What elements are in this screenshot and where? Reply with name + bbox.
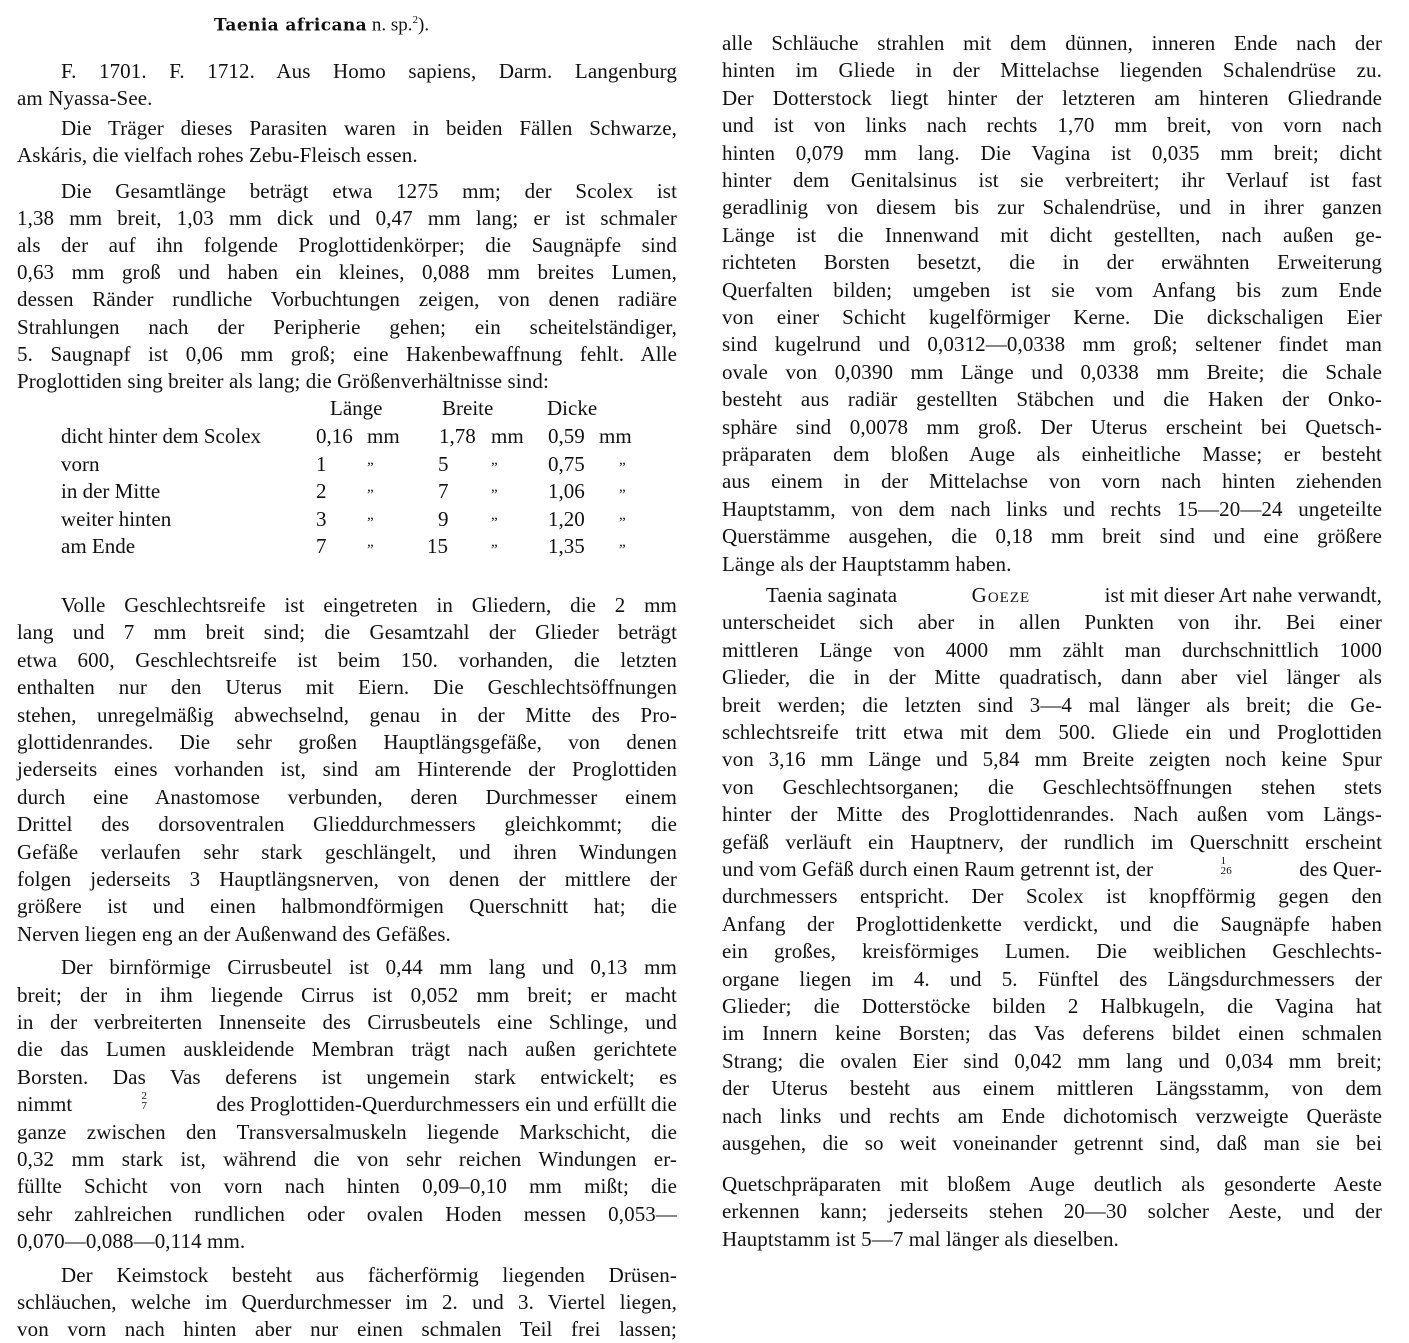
- table-cell-dicke: 1,06: [548, 479, 585, 503]
- table-cell-laenge: 7: [316, 534, 327, 558]
- text-line: im Innern keine Borsten; das Vas deferens bildet einen schmalen: [722, 1021, 1382, 1046]
- species-suffix: n. sp.: [371, 14, 413, 36]
- text-line: Drittel des dorsoventralen Glieddurchmessers gleichkommt; die: [17, 812, 677, 837]
- text-span: und vom Gefäß durch einen Raum getrennt ist, der: [722, 857, 1154, 881]
- table-cell-laenge-unit: mm: [367, 424, 400, 448]
- text-line: der Uterus besteht aus einem mittleren Längsstamm, von dem: [722, 1076, 1382, 1101]
- table-cell-breite: 9: [438, 506, 449, 531]
- text-line: Gefäße verlaufen sehr stark geschlängelt, und ihren Windungen: [17, 839, 677, 864]
- text-line: breit; der in ihm liegende Cirrus ist 0,052 mm breit; er macht: [17, 982, 677, 1007]
- text-line: 0,32 mm stark ist, während die von sehr reichen Windungen er-: [17, 1147, 677, 1171]
- column-header: Dicke: [547, 396, 598, 420]
- text-line: aus einem in der Mittelachse von vorn nach hinten ziehenden: [722, 469, 1382, 494]
- text-line: sphäre sind 0,0078 mm groß. Der Uterus erscheint bei Quetsch-: [722, 414, 1382, 439]
- text-line: 5. Saugnapf ist 0,06 mm groß; eine Hakenbewaffnung fehlt. Alle: [17, 342, 677, 366]
- column-header: Länge: [330, 396, 383, 420]
- text-line: hinter dem Genitalsinus ist sie verbreitert; ihr Verlauf ist fast: [722, 168, 1382, 192]
- text-line: ein großes, kreisförmiges Lumen. Die weiblichen Geschlechts-: [722, 939, 1382, 964]
- table-cell-breite: 7: [438, 479, 449, 503]
- table-cell-dicke-unit: „: [619, 451, 626, 468]
- text-line: organe liegen im 4. und 5. Fünftel des Längsdurchmessers der: [722, 966, 1382, 991]
- text-span: ist mit dieser Art nahe verwandt,: [1104, 583, 1382, 607]
- text-line: durchmessers entspricht. Der Scolex ist knopfförmig gegen den: [722, 884, 1382, 909]
- table-cell-laenge-unit: „: [367, 479, 374, 495]
- text-line: jederseits eines vorhanden ist, sind am Hinterende der Proglottiden: [17, 757, 677, 782]
- text-line: folgen jederseits 3 Hauptlängsnerven, von denen der mittlere der: [17, 867, 677, 891]
- text-line: stehen, unregelmäßig abwechselnd, genau in der Mitte des Pro-: [17, 702, 677, 727]
- table-cell-breite-unit: mm: [491, 424, 524, 448]
- text-line: Anfang der Proglottidenkette verdickt, und die Saugnäpfe haben: [722, 911, 1382, 936]
- table-cell-label: dicht hinter dem Scolex: [61, 424, 262, 448]
- table-cell-laenge-unit: „: [367, 451, 374, 468]
- text-line: als der auf ihn folgende Proglottidenkörper; die Saugnäpfe sind: [17, 233, 677, 257]
- text-line: glottidenrandes. Die sehr großen Hauptlängsgefäße, von denen: [17, 730, 677, 754]
- table-cell-label: am Ende: [61, 534, 136, 558]
- table-cell-dicke-unit: „: [619, 534, 626, 550]
- text-line: ausgehen, die so weit voneinander getrennt sind, daß man sie bei: [722, 1131, 1382, 1155]
- text-line: etwa 600, Geschlechtsreife ist beim 150. vorhanden, die letzten: [17, 647, 677, 672]
- text-line: unterscheidet sich aber in allen Punkten von ihr. Bei einer: [722, 610, 1382, 635]
- table-cell-laenge-unit: „: [367, 506, 374, 523]
- table-cell-breite-unit: „: [491, 451, 498, 468]
- section-heading: [214, 14, 429, 36]
- heading-closing: ).: [418, 14, 430, 36]
- text-line: Strahlungen nach der Peripherie gehen; ein scheitelständiger,: [17, 315, 677, 339]
- table-cell-breite-unit: „: [491, 506, 498, 523]
- table-cell-breite: 5: [438, 451, 449, 476]
- text-line: Der birnförmige Cirrusbeutel ist 0,44 mm lang und 0,13 mm: [61, 955, 677, 980]
- text-line: alle Schläuche strahlen mit dem dünnen, inneren Ende nach der: [722, 31, 1382, 55]
- column-header: Breite: [442, 396, 494, 420]
- table-cell-dicke-unit: „: [619, 506, 626, 523]
- text-line: hinten 0,079 mm lang. Die Vagina ist 0,035 mm breit; dicht: [722, 140, 1382, 165]
- fraction-denominator: 7: [141, 1100, 148, 1113]
- table-cell-label: in der Mitte: [61, 479, 161, 503]
- text-line: 0,070—0,088—0,114 mm.: [17, 1229, 246, 1254]
- table-cell-laenge: 0,16: [316, 424, 353, 448]
- text-line: richteten Borsten besetzt, die in der erwähnten Erweiterung: [722, 250, 1382, 275]
- table-cell-dicke: 1,20: [548, 506, 585, 531]
- text-line: Die Träger dieses Parasiten waren in beiden Fällen Schwarze,: [61, 116, 677, 140]
- author-name: Goeze: [971, 583, 1031, 607]
- table-cell-dicke: 0,75: [548, 451, 585, 476]
- table-cell-dicke: 0,59: [548, 424, 585, 448]
- table-cell-label: weiter hinten: [61, 506, 172, 531]
- text-line: füllte Schicht von vorn nach hinten 0,09–0,10 mm mißt; die: [17, 1174, 677, 1199]
- text-line: größere ist und einen halbmondförmigen Querschnitt hat; die: [17, 894, 677, 919]
- text-line: Hauptstamm ist 5—7 mal länger als dieselben.: [722, 1226, 1119, 1251]
- text-line: ganze zwischen den Transversalmuskeln liegende Markschicht, die: [17, 1119, 677, 1144]
- text-line: Strang; die ovalen Eier sind 0,042 mm lang und 0,034 mm breit;: [722, 1048, 1382, 1073]
- text-line: 1,38 mm breit, 1,03 mm dick und 0,47 mm lang; er ist schmaler: [17, 206, 677, 230]
- text-line: enthalten nur den Uterus mit Eiern. Die Geschlechtsöffnungen: [17, 675, 677, 700]
- text-line: dessen Ränder rundliche Vorbuchtungen zeigen, von denen radiäre: [17, 287, 677, 311]
- text-line: Glieder, die in der Mitte quadratisch, dann aber viel länger als: [722, 665, 1382, 690]
- table-cell-label: vorn: [61, 451, 100, 476]
- table-row: [17, 424, 677, 451]
- text-line: sehr zahlreichen rundlichen oder ovalen Hoden messen 0,053—: [17, 1201, 677, 1226]
- text-line: besteht aus radiär gestellten Stäbchen und die Haken der Onko-: [722, 387, 1382, 412]
- text-line: Länge als der Hauptstamm haben.: [722, 551, 1012, 576]
- table-cell-breite-unit: „: [491, 479, 498, 495]
- table-row: [17, 479, 677, 506]
- text-line: Quetschpräparaten mit bloßem Auge deutlich als gesonderte Aeste: [722, 1172, 1382, 1196]
- text-line: F. 1701. F. 1712. Aus Homo sapiens, Darm. Langenburg: [61, 59, 677, 83]
- text-line: geradlinig von diesem bis zur Schalendrüse, und in ihrer ganzen: [722, 195, 1382, 220]
- text-line: die das Lumen auskleidende Membran trägt nach außen gerichtete: [17, 1037, 677, 1062]
- text-line-with-fraction: [17, 1091, 677, 1118]
- text-line: Glieder; die Dotterstöcke bilden 2 Halbkugeln, die Vagina hat: [722, 994, 1382, 1018]
- table-header: [17, 396, 677, 423]
- text-line: hinten im Gliede in der Mittelachse liegenden Schalendrüse zu.: [722, 58, 1382, 83]
- text-span: des Quer-: [1299, 857, 1382, 881]
- text-line: Der Keimstock besteht aus fächerförmig liegenden Drüsen-: [61, 1262, 677, 1287]
- text-line: durch eine Anastomose verbunden, deren Durchmesser einem: [17, 784, 677, 809]
- text-line: von 3,16 mm Länge und 5,84 mm Breite zeigten noch keine Spur: [722, 747, 1382, 772]
- text-line: von vorn nach hinten aber nur einen schmalen Teil frei lassen;: [17, 1317, 677, 1342]
- table-row: [17, 452, 677, 479]
- text-line: Der Dotterstock liegt hinter der letzteren am hinteren Gliedrande: [722, 85, 1382, 110]
- text-span: nimmt: [17, 1092, 73, 1117]
- text-line: Nerven liegen eng an der Außenwand des Gefäßes.: [17, 921, 451, 946]
- text-line: von Geschlechtsorganen; die Geschlechtsöffnungen stehen stets: [722, 774, 1382, 799]
- footnote-ref: 2: [412, 14, 418, 26]
- table-row: [17, 507, 677, 534]
- text-line-with-fraction: [722, 856, 1382, 883]
- table-cell-breite: 15: [427, 534, 448, 558]
- text-line: Länge ist die Innenwand mit dicht gestellten, nach außen ge-: [722, 222, 1382, 247]
- text-line: schlechtsreife tritt etwa mit dem 500. Gliede ein und Proglottiden: [722, 720, 1382, 744]
- table-cell-dicke: 1,35: [548, 534, 585, 558]
- text-line: Borsten. Das Vas deferens ist ungemein stark entwickelt; es: [17, 1064, 677, 1089]
- text-line: mittleren Länge von 4000 mm zählt man durchschnittlich 1000: [722, 637, 1382, 662]
- text-line: Querfalten bilden; umgeben ist sie vom Anfang bis zum Ende: [722, 277, 1382, 302]
- text-line: Hauptstamm, von dem nach links und rechts 15—20—24 ungeteilte: [722, 496, 1382, 521]
- fraction-numerator: 1: [1220, 855, 1227, 867]
- table-cell-laenge: 2: [316, 479, 327, 503]
- text-line: Volle Geschlechtsreife ist eingetreten in Gliedern, die 2 mm: [61, 593, 677, 617]
- table-cell-laenge-unit: „: [367, 534, 374, 550]
- text-line: erkennen kann; jederseits stehen 20—30 solcher Aeste, und der: [722, 1199, 1382, 1224]
- table-row: [17, 534, 677, 561]
- table-cell-laenge: 1: [316, 451, 327, 476]
- fraction-denominator: 26: [1220, 865, 1232, 877]
- text-line: und ist von links nach rechts 1,70 mm breit, von vorn nach: [722, 113, 1382, 138]
- text-span: des Proglottiden-Querdurchmessers ein und erfüllt die: [216, 1092, 677, 1117]
- text-line: am Nyassa-See.: [17, 86, 153, 110]
- text-line: ovale von 0,0390 mm Länge und 0,0338 mm Breite; die Schale: [722, 359, 1382, 384]
- text-line: schläuchen, welche im Querdurchmesser im 2. und 3. Viertel liegen,: [17, 1290, 677, 1314]
- text-line: sind kugelrund und 0,0312—0,0338 mm groß; seltener findet man: [722, 332, 1382, 357]
- fraction: [141, 1091, 147, 1118]
- table-cell-laenge: 3: [316, 506, 327, 531]
- text-line: nach links und rechts am Ende dichotomisch verzweigte Queräste: [722, 1103, 1382, 1128]
- text-line: gefäß verläuft ein Hauptnerv, der rundlich im Querschnitt erscheint: [722, 829, 1382, 854]
- text-line: präparaten dem bloßen Auge als einheitliche Masse; er besteht: [722, 442, 1382, 466]
- text-line: Proglottiden sing breiter als lang; die Größenverhältnisse sind:: [17, 369, 549, 393]
- text-line-with-author: [722, 582, 1382, 609]
- text-line: Die Gesamtlänge beträgt etwa 1275 mm; der Scolex ist: [61, 179, 677, 203]
- table-cell-dicke-unit: mm: [599, 424, 632, 448]
- text-line: Askáris, die vielfach rohes Zebu-Fleisch essen.: [17, 143, 418, 167]
- species-reference: Taenia saginata: [766, 583, 898, 607]
- table-cell-dicke-unit: „: [619, 479, 626, 495]
- text-line: Querstämme ausgehen, die 0,18 mm breit sind und eine größere: [722, 524, 1382, 549]
- text-line: in der verbreiterten Innenseite des Cirrusbeutels eine Schlinge, und: [17, 1010, 677, 1034]
- text-line: lang und 7 mm breit sind; die Gesamtzahl der Glieder beträgt: [17, 620, 677, 645]
- fraction: [1221, 856, 1232, 883]
- table-cell-breite: 1,78: [439, 424, 476, 448]
- text-line: 0,63 mm groß und haben ein kleines, 0,088 mm breites Lumen,: [17, 260, 677, 284]
- text-line: hinter der Mitte des Proglottidenrandes. Nach außen vom Längs-: [722, 802, 1382, 827]
- species-name: Taenia africana: [214, 15, 368, 36]
- text-line: von einer Schicht kugelförmiger Kerne. Die dickschaligen Eier: [722, 305, 1382, 329]
- fraction-numerator: 2: [141, 1090, 148, 1103]
- table-cell-breite-unit: „: [491, 534, 498, 550]
- text-line: breit werden; die letzten sind 3—4 mal länger als breit; die Ge-: [722, 692, 1382, 717]
